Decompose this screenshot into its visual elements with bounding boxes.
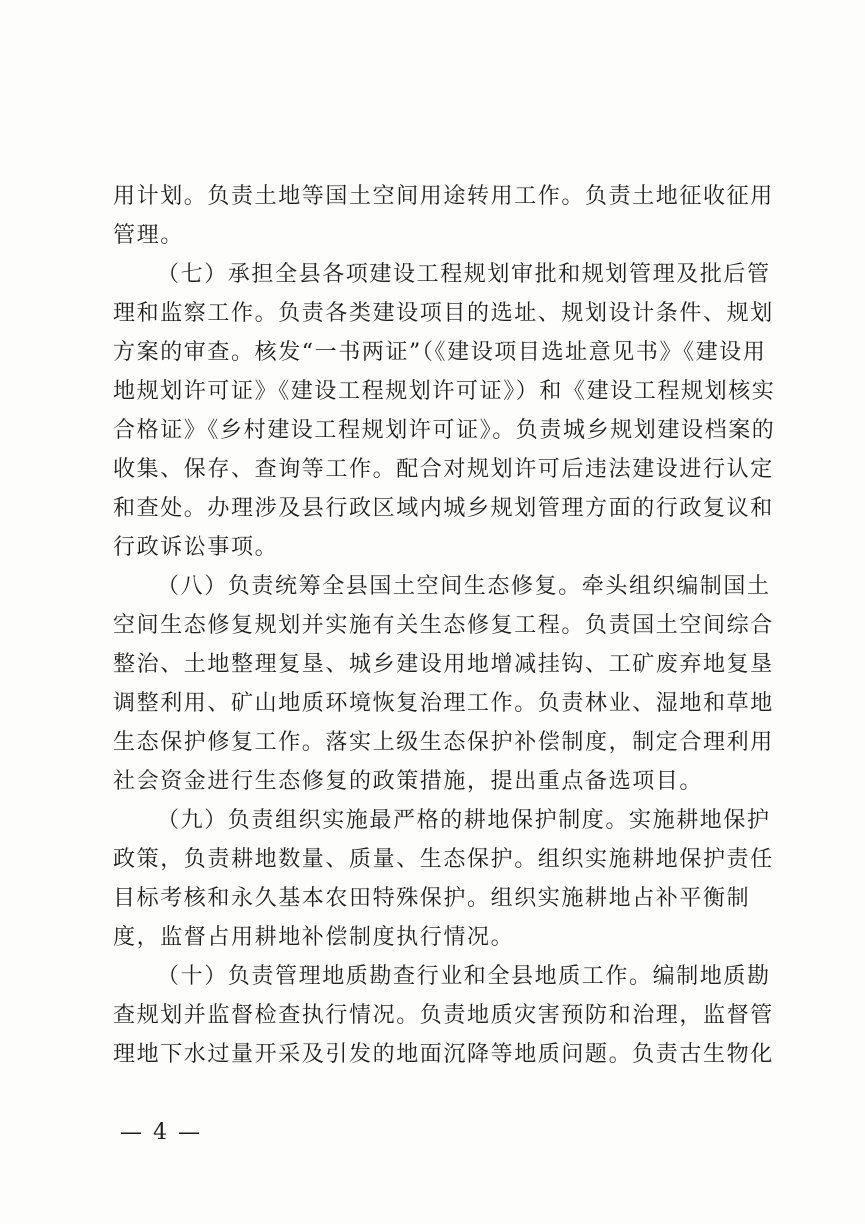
- text-line: 生态保护修复工作。落实上级生态保护补偿制度，制定合理利用: [113, 730, 774, 755]
- text-line: 整治、土地整理复垦、城乡建设用地增减挂钩、工矿废弃地复垦: [113, 652, 774, 677]
- text-line: 度，监督占用耕地补偿制度执行情况。: [113, 925, 515, 950]
- paragraph-start-line: （八）负责统筹全县国土空间生态修复。牵头组织编制国土: [157, 574, 771, 599]
- text-line: 合格证》《乡村建设工程规划许可证》。负责城乡规划建设档案的: [113, 418, 776, 443]
- text-line: 目标考核和永久基本农田特殊保护。组织实施耕地占补平衡制: [113, 886, 751, 911]
- text-line: 方案的审查。核发“一书两证”（《建设项目选址意见书》《建设用: [113, 340, 767, 365]
- paragraph-start-line: （九）负责组织实施最严格的耕地保护制度。实施耕地保护: [157, 808, 771, 833]
- page-number: — 4 —: [120, 1120, 202, 1145]
- text-line: 调整利用、矿山地质环境恢复治理工作。负责林业、湿地和草地: [113, 691, 774, 716]
- paragraph-start-line: （七）承担全县各项建设工程规划审批和规划管理及批后管: [157, 262, 771, 287]
- text-line: 政策，负责耕地数量、质量、生态保护。组织实施耕地保护责任: [113, 847, 774, 872]
- text-line: 理地下水过量开采及引发的地面沉降等地质问题。负责古生物化: [113, 1042, 774, 1067]
- text-line: 理和监察工作。负责各类建设项目的选址、规划设计条件、规划: [113, 301, 774, 326]
- text-line: 查规划并监督检查执行情况。负责地质灾害预防和治理，监督管: [113, 1003, 774, 1028]
- text-line: 行政诉讼事项。: [113, 535, 279, 560]
- paragraph-start-line: （十）负责管理地质勘查行业和全县地质工作。编制地质勘: [157, 964, 771, 989]
- body-text: [113, 177, 776, 1074]
- text-line: 收集、保存、查询等工作。配合对规划许可后违法建设进行认定: [113, 457, 774, 482]
- text-line: 管理。: [113, 223, 184, 248]
- text-line: 用计划。负责土地等国土空间用途转用工作。负责土地征收征用: [113, 184, 774, 209]
- text-line: 社会资金进行生态修复的政策措施，提出重点备选项目。: [113, 769, 704, 794]
- text-line: 地规划许可证》《建设工程规划许可证》）和《建设工程规划核实: [113, 379, 776, 404]
- text-line: 和查处。办理涉及县行政区域内城乡规划管理方面的行政复议和: [113, 496, 774, 521]
- text-line: 空间生态修复规划并实施有关生态修复工程。负责国土空间综合: [113, 613, 774, 638]
